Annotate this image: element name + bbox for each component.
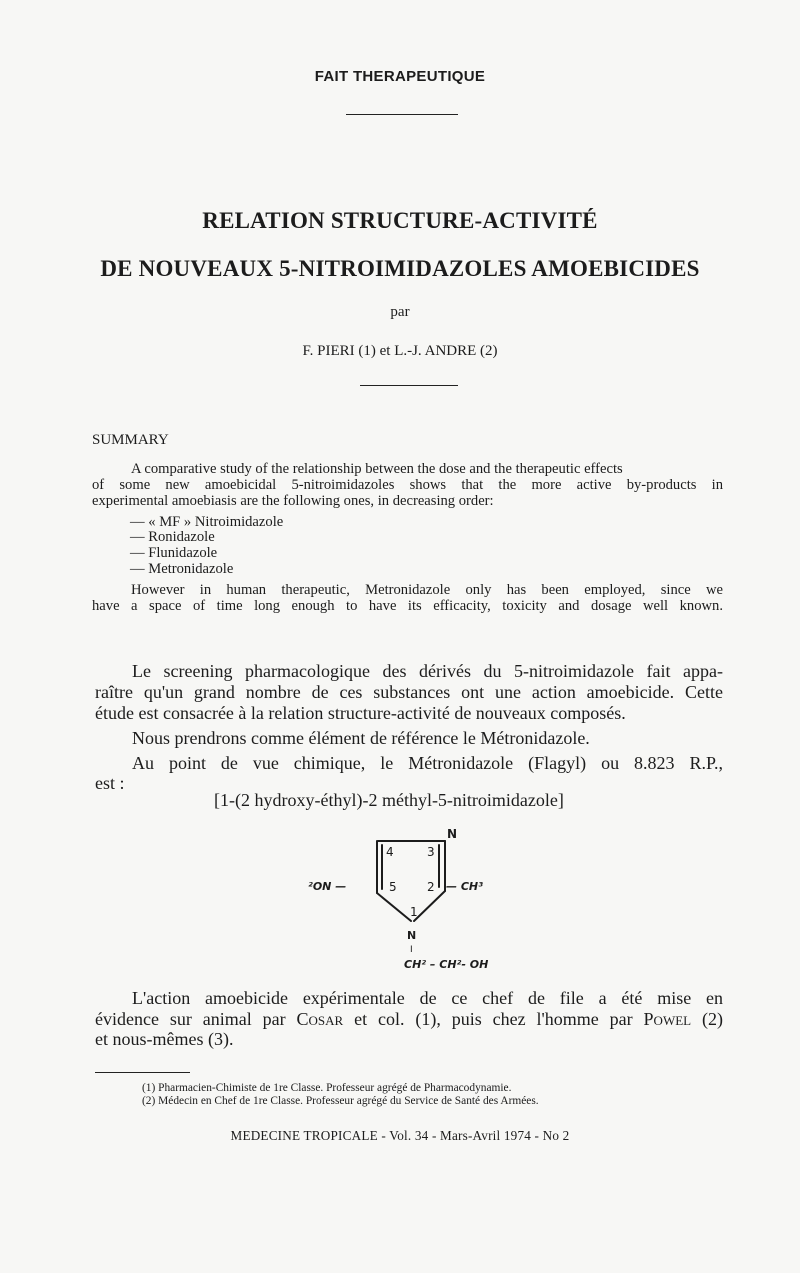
author-name-cosar: Cosar [296, 1009, 344, 1029]
p4-text-b: et col. (1), puis chez l'homme par [343, 1009, 644, 1029]
substituent-hydroxyethyl: CH² – CH²- OH [404, 958, 489, 971]
body-paragraph-1-line-1: Le screening pharmacologique des dérivés du 5-nitroimidazole fait appa- [132, 661, 723, 681]
chemical-formula: [1-(2 hydroxy-éthyl)-2 méthyl-5-nitroimidazole] [214, 790, 564, 810]
journal-footer: MEDECINE TROPICALE - Vol. 34 - Mars-Avril 1974 - No 2 [230, 1128, 570, 1143]
atom-label-n-top: N [447, 827, 458, 841]
p4-text-a: évidence sur animal par [95, 1009, 297, 1029]
byline-par: par [390, 304, 410, 320]
byline-rule [360, 385, 458, 386]
ring-position-3: 3 [427, 845, 435, 859]
body-paragraph-4-line-1: L'action amoebicide expérimentale de ce chef de file a été mise en [132, 988, 723, 1008]
atom-label-n-bottom: N [407, 929, 417, 942]
metronidazole-structure-diagram [300, 825, 520, 980]
substituent-no2: ²ON — [308, 880, 347, 893]
summary-heading: SUMMARY [92, 432, 169, 448]
article-title-line-2: DE NOUVEAUX 5-NITROIMIDAZOLES AMOEBICIDES [100, 256, 700, 281]
summary-intro-line-3: experimental amoebiasis are the following ones, in decreasing order: [92, 493, 494, 509]
substituent-ch3: — CH³ [446, 880, 483, 893]
body-paragraph-1-line-2: raître qu'un grand nombre de ces substances ont une action amoebicide. Cette [95, 682, 723, 702]
summary-list-item: — Ronidazole [130, 529, 215, 545]
ring-position-4: 4 [386, 845, 394, 859]
summary-list-item: — Metronidazole [130, 561, 234, 577]
article-title-line-1: RELATION STRUCTURE-ACTIVITÉ [202, 208, 598, 233]
section-header: FAIT THERAPEUTIQUE [314, 68, 486, 85]
footnote-rule [95, 1072, 190, 1073]
footnote-2: (2) Médecin en Chef de 1re Classe. Professeur agrégé du Service de Santé des Armées. [142, 1095, 539, 1107]
summary-list-item: — « MF » Nitroimidazole [130, 514, 284, 530]
summary-list-item: — Flunidazole [130, 545, 218, 561]
body-paragraph-4-line-2 [95, 1009, 723, 1030]
body-paragraph-4-line-3: et nous-mêmes (3). [95, 1029, 234, 1049]
author-name-powel: Powel [643, 1009, 692, 1029]
body-paragraph-3-line-1: Au point de vue chimique, le Métronidazole (Flagyl) ou 8.823 R.P., [132, 753, 723, 773]
summary-intro-line-1: A comparative study of the relationship between the dose and the therapeutic effects [131, 461, 623, 477]
ring-position-1: 1 [410, 905, 418, 919]
ring-position-2: 2 [427, 880, 435, 894]
ring-bond-lower-left [377, 893, 411, 921]
ring-position-5: 5 [389, 880, 397, 894]
summary-closing-line-1: However in human therapeutic, Metronidazole only has been employed, since we [131, 582, 723, 598]
body-paragraph-2: Nous prendrons comme élément de référence le Métronidazole. [132, 728, 590, 748]
body-paragraph-1-line-3: étude est consacrée à la relation structure-activité de nouveaux composés. [95, 703, 626, 723]
summary-intro-line-2: of some new amoebicidal 5-nitroimidazoles shows that the more active by-products in [92, 477, 723, 493]
summary-closing-line-2: have a space of time long enough to have its efficacity, toxicity and dosage well known. [92, 598, 723, 614]
footnote-1: (1) Pharmacien-Chimiste de 1re Classe. Professeur agrégé de Pharmacodynamie. [142, 1082, 512, 1094]
byline-authors: F. PIERI (1) et L.-J. ANDRE (2) [302, 343, 498, 359]
bond-to-chain: I [410, 945, 413, 955]
p4-text-c: (2) [691, 1009, 723, 1029]
header-rule [346, 114, 458, 115]
ring-bond-lower-right [414, 891, 445, 921]
body-paragraph-3-line-2: est : [95, 773, 125, 793]
